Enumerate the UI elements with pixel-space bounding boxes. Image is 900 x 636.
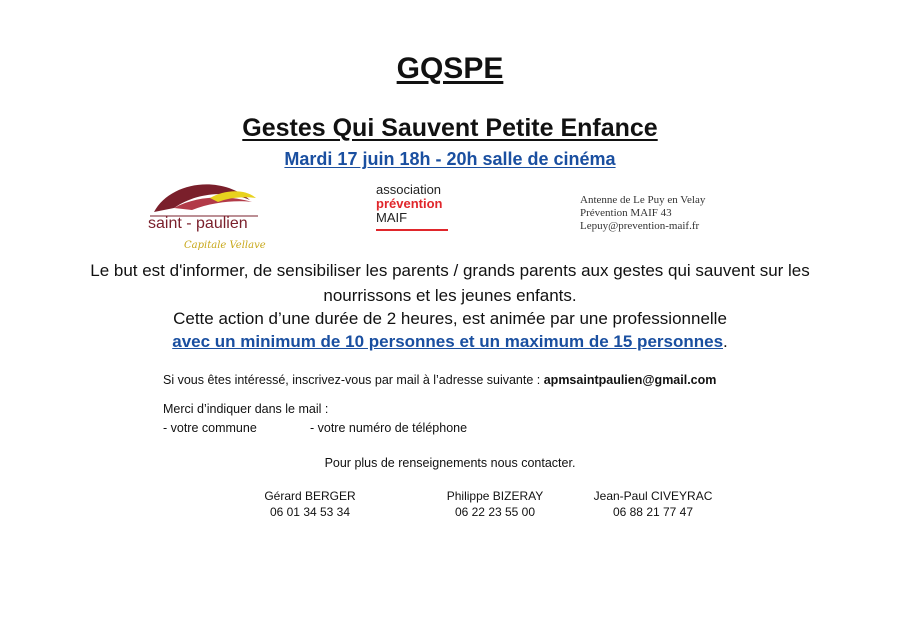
contact-person	[225, 489, 395, 520]
signup-text: Si vous êtes intéressé, inscrivez-vous par mail à l’adresse suivante :	[163, 373, 544, 387]
contact-person	[410, 489, 580, 520]
antenne-line1: Antenne de Le Puy en Velay	[580, 194, 706, 206]
antenne-email: Lepuy@prevention-maif.fr	[580, 220, 700, 232]
signup-line	[163, 373, 716, 387]
event-subtitle: Gestes Qui Sauvent Petite Enfance	[242, 114, 658, 142]
maif-logo	[376, 183, 486, 231]
contact-person	[568, 489, 738, 520]
maif-logo-line1: association	[376, 182, 442, 197]
page-title: GQSPE	[396, 52, 504, 85]
antenne-address	[580, 194, 705, 233]
participants-emphasis: avec un minimum de 10 personnes et un maximum de 15 personnes	[172, 332, 724, 351]
instruction-item-commune: - votre commune	[163, 421, 257, 435]
contact-name: Philippe BIZERAY	[446, 489, 544, 503]
participants-paragraph	[0, 331, 900, 353]
maif-logo-line3: MAIF	[376, 210, 408, 225]
event-date-location: Mardi 17 juin 18h - 20h salle de cinéma	[284, 149, 616, 169]
contact-phone: 06 88 21 77 47	[612, 505, 694, 519]
saint-paulien-logo	[140, 176, 270, 258]
instruction-item-phone: - votre numéro de téléphone	[310, 421, 468, 435]
contact-name: Gérard BERGER	[264, 489, 356, 503]
maif-logo-line2: prévention	[376, 196, 443, 211]
antenne-line2: Prévention MAIF 43	[580, 207, 672, 219]
maif-underline-bar	[376, 229, 448, 231]
saint-paulien-name: saint - paulien	[148, 215, 248, 232]
duration-paragraph: Cette action d’une durée de 2 heures, est animée par une professionnelle	[173, 309, 727, 328]
signup-email[interactable]: apmsaintpaulien@gmail.com	[543, 373, 717, 387]
contact-line: Pour plus de renseignements nous contacter.	[324, 456, 576, 470]
saint-paulien-emblem-icon	[140, 176, 270, 258]
instructions-intro: Merci d’indiquer dans le mail :	[163, 402, 329, 416]
saint-paulien-tagline: Capitale Vellave	[184, 240, 266, 251]
participants-period: .	[723, 332, 728, 351]
contact-phone: 06 22 23 55 00	[454, 505, 536, 519]
contact-name: Jean-Paul CIVEYRAC	[593, 489, 713, 503]
intro-paragraph: Le but est d'informer, de sensibiliser les parents / grands parents aux gestes qui sauvent sur les nourrissons et les jeunes enfants.	[90, 261, 810, 305]
contact-phone: 06 01 34 53 34	[269, 505, 351, 519]
